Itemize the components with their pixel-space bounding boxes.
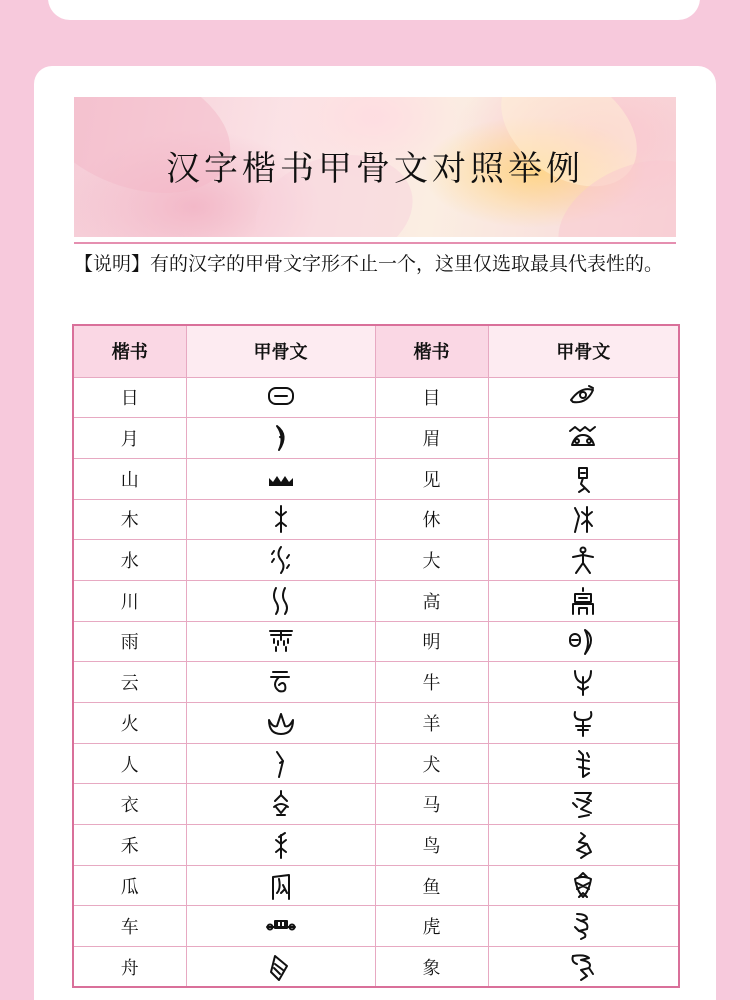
banner-title: 汉字楷书甲骨文对照举例 — [166, 149, 584, 189]
table-row — [73, 865, 679, 906]
kaishu-cell: 鱼 — [375, 865, 488, 906]
oracle-niao-icon — [567, 830, 599, 860]
top-title-card — [48, 0, 700, 20]
kaishu-cell: 高 — [375, 580, 488, 621]
table-row — [73, 743, 679, 784]
table-row — [73, 499, 679, 540]
banner — [74, 97, 676, 237]
header-kaishu-right: 楷书 — [375, 325, 488, 377]
kaishu-cell: 虎 — [375, 906, 488, 947]
kaishu-cell: 明 — [375, 621, 488, 662]
oracle-yang-icon — [567, 708, 599, 738]
header-jiaguwen-right: 甲骨文 — [488, 325, 679, 377]
kaishu-cell: 瓜 — [73, 865, 186, 906]
table-row — [73, 784, 679, 825]
jiaguwen-cell — [488, 784, 679, 825]
oracle-chuan-icon — [265, 586, 297, 616]
jiaguwen-cell — [488, 743, 679, 784]
kaishu-cell: 目 — [375, 377, 488, 418]
table-row — [73, 418, 679, 459]
jiaguwen-cell — [186, 499, 375, 540]
jiaguwen-cell — [186, 947, 375, 988]
table-row — [73, 906, 679, 947]
jiaguwen-cell — [488, 377, 679, 418]
kaishu-cell: 月 — [73, 418, 186, 459]
jiaguwen-cell — [186, 784, 375, 825]
oracle-zhou-icon — [265, 952, 297, 982]
jiaguwen-cell — [488, 947, 679, 988]
header-jiaguwen-left: 甲骨文 — [186, 325, 375, 377]
oracle-jian-icon — [567, 464, 599, 494]
jiaguwen-cell — [488, 458, 679, 499]
table-row — [73, 621, 679, 662]
kaishu-cell: 人 — [73, 743, 186, 784]
kaishu-cell: 日 — [73, 377, 186, 418]
kaishu-cell: 舟 — [73, 947, 186, 988]
table-row — [73, 580, 679, 621]
note-text: 【说明】有的汉字的甲骨文字形不止一个，这里仅选取最具代表性的。 — [74, 253, 664, 275]
jiaguwen-cell — [186, 621, 375, 662]
content-card — [34, 66, 716, 1000]
table-row — [73, 540, 679, 581]
oracle-yi-icon — [265, 789, 297, 819]
kaishu-cell: 车 — [73, 906, 186, 947]
oracle-quan-icon — [567, 749, 599, 779]
oracle-gua-icon — [265, 871, 297, 901]
oracle-da-icon — [567, 545, 599, 575]
kaishu-cell: 见 — [375, 458, 488, 499]
kaishu-cell: 火 — [73, 703, 186, 744]
kaishu-cell: 云 — [73, 662, 186, 703]
table-row — [73, 947, 679, 988]
kaishu-cell: 川 — [73, 580, 186, 621]
kaishu-cell: 象 — [375, 947, 488, 988]
kaishu-cell: 大 — [375, 540, 488, 581]
jiaguwen-cell — [488, 499, 679, 540]
kaishu-cell: 雨 — [73, 621, 186, 662]
jiaguwen-cell — [186, 418, 375, 459]
top-title-fragment — [48, 0, 700, 8]
comparison-table — [72, 324, 680, 988]
oracle-shan-icon — [265, 464, 297, 494]
jiaguwen-cell — [488, 662, 679, 703]
jiaguwen-cell — [488, 580, 679, 621]
oracle-ri-icon — [265, 382, 297, 412]
kaishu-cell: 羊 — [375, 703, 488, 744]
kaishu-cell: 牛 — [375, 662, 488, 703]
jiaguwen-cell — [488, 703, 679, 744]
table-row — [73, 703, 679, 744]
oracle-xiu-icon — [567, 504, 599, 534]
oracle-mu-eye-icon — [567, 382, 599, 412]
kaishu-cell: 水 — [73, 540, 186, 581]
jiaguwen-cell — [186, 865, 375, 906]
divider — [74, 242, 676, 244]
jiaguwen-cell — [186, 743, 375, 784]
kaishu-cell: 休 — [375, 499, 488, 540]
jiaguwen-cell — [488, 906, 679, 947]
jiaguwen-cell — [186, 580, 375, 621]
kaishu-cell: 眉 — [375, 418, 488, 459]
oracle-yu-icon — [265, 626, 297, 656]
jiaguwen-cell — [488, 621, 679, 662]
table-header-row — [73, 325, 679, 377]
jiaguwen-cell — [186, 458, 375, 499]
oracle-che-icon — [265, 911, 297, 941]
jiaguwen-cell — [488, 540, 679, 581]
oracle-yun-icon — [265, 667, 297, 697]
kaishu-cell: 禾 — [73, 825, 186, 866]
oracle-he-icon — [265, 830, 297, 860]
oracle-ren-icon — [265, 749, 297, 779]
oracle-mei-icon — [567, 423, 599, 453]
jiaguwen-cell — [186, 377, 375, 418]
oracle-hu-icon — [567, 911, 599, 941]
oracle-ming-icon — [567, 626, 599, 656]
table-row — [73, 662, 679, 703]
kaishu-cell: 山 — [73, 458, 186, 499]
kaishu-cell: 马 — [375, 784, 488, 825]
table-row — [73, 825, 679, 866]
jiaguwen-cell — [488, 418, 679, 459]
jiaguwen-cell — [186, 703, 375, 744]
oracle-xiang-icon — [567, 952, 599, 982]
oracle-yu-fish-icon — [567, 871, 599, 901]
oracle-niu-icon — [567, 667, 599, 697]
oracle-huo-icon — [265, 708, 297, 738]
jiaguwen-cell — [186, 540, 375, 581]
table-row — [73, 377, 679, 418]
oracle-mu-icon — [265, 504, 297, 534]
jiaguwen-cell — [488, 825, 679, 866]
kaishu-cell: 衣 — [73, 784, 186, 825]
kaishu-cell: 犬 — [375, 743, 488, 784]
oracle-ma-icon — [567, 789, 599, 819]
oracle-yue-icon — [265, 423, 297, 453]
jiaguwen-cell — [186, 662, 375, 703]
jiaguwen-cell — [488, 865, 679, 906]
jiaguwen-cell — [186, 825, 375, 866]
table-row — [73, 458, 679, 499]
header-kaishu-left: 楷书 — [73, 325, 186, 377]
kaishu-cell: 木 — [73, 499, 186, 540]
oracle-shui-icon — [265, 545, 297, 575]
kaishu-cell: 鸟 — [375, 825, 488, 866]
oracle-gao-icon — [567, 586, 599, 616]
jiaguwen-cell — [186, 906, 375, 947]
